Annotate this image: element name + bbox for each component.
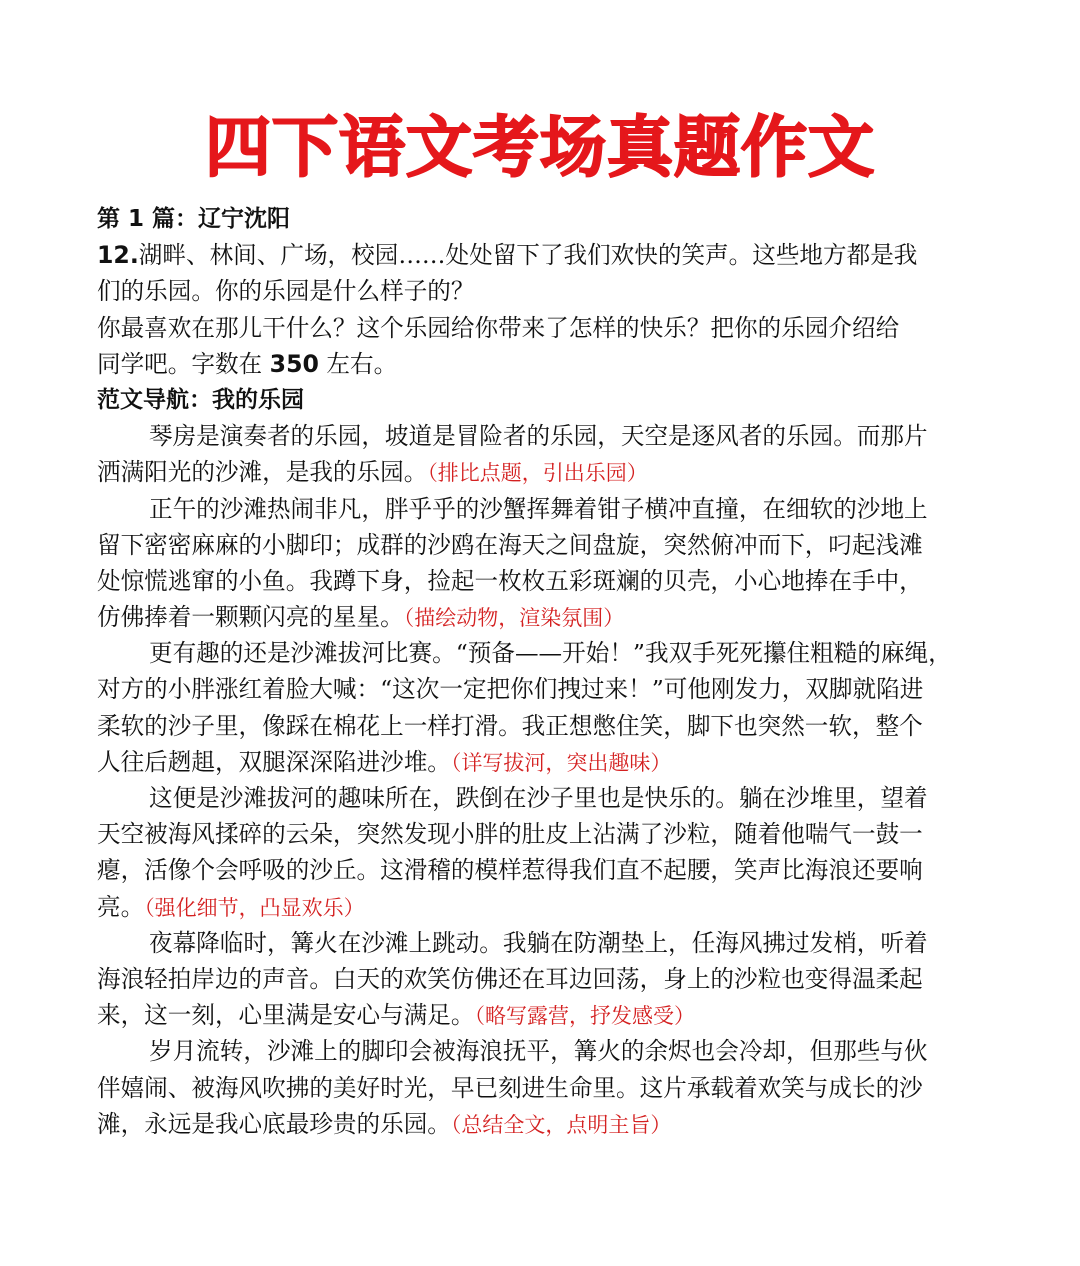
essay-text: 来，这一刻，心里满是安心与满足。 [97, 1001, 475, 1030]
essay-text: 处惊慌逃窜的小鱼。我蹲下身，捡起一枚枚五彩斑斓的贝壳，小心地捧在手中， [97, 566, 923, 595]
essay-line [97, 635, 985, 671]
essay-line [97, 816, 985, 852]
prompt-line: 们的乐园。你的乐园是什么样子的？ [97, 277, 475, 306]
essay-line [97, 997, 985, 1033]
essay-line [97, 744, 985, 780]
essay-text: 亮。 [97, 892, 145, 921]
essay-line [97, 491, 985, 527]
model-essay [97, 418, 985, 1142]
essay-paragraph [97, 925, 985, 1034]
essay-line [97, 961, 985, 997]
essay-text: 更有趣的还是沙滩拔河比赛。“预备——开始！”我双手死死攥住粗糙的麻绳， [149, 639, 952, 668]
document-body [97, 201, 985, 1142]
essay-text: 这便是沙滩拔河的趣味所在，跌倒在沙子里也是快乐的。躺在沙堆里，望着 [149, 784, 928, 812]
essay-line [97, 454, 985, 490]
essay-text: 瘪，活像个会呼吸的沙丘。这滑稽的模样惹得我们直不起腰，笑声比海浪还要响 [97, 856, 923, 885]
essay-line [97, 780, 985, 816]
prompt-text: 左右。 [318, 349, 398, 378]
essay-text: 伴嬉闹、被海风吹拂的美好时光，早已刻进生命里。这片承载着欢笑与成长的沙 [97, 1073, 923, 1102]
annotation-note: （略写露营，抒发感受） [474, 1004, 695, 1029]
essay-paragraph [97, 418, 985, 490]
page-title: 四下语文考场真题作文 [205, 109, 875, 186]
essay-line [97, 1106, 985, 1142]
essay-text: 柔软的沙子里，像踩在棉花上一样打滑。我正想憋住笑，脚下也突然一软，整个 [97, 711, 923, 740]
essay-line [97, 671, 985, 707]
essay-paragraph [97, 635, 985, 780]
essay-text: 天空被海风揉碎的云朵，突然发现小胖的肚皮上沾满了沙粒，随着他喘气一鼓一 [97, 820, 923, 849]
essay-text: 岁月流转，沙滩上的脚印会被海浪抚平，篝火的余烬也会冷却，但那些与伙 [149, 1037, 928, 1066]
essay-line [97, 418, 985, 454]
prompt-text: 湖畔、林间、广场，校园……处处留下了我们欢快的笑声。这些地方都是我 [138, 241, 918, 270]
prompt-text: 同学吧。字数在 [97, 349, 270, 378]
essay-text: 仿佛捧着一颗颗闪亮的星星。 [97, 603, 404, 632]
essay-text: 对方的小胖涨红着脸大喊：“这次一定把你们拽过来！”可他刚发力，双脚就陷进 [97, 675, 924, 704]
question-number: 12. [97, 241, 139, 270]
essay-text: 滩，永远是我心底最珍贵的乐园。 [97, 1109, 451, 1138]
essay-text: 夜幕降临时，篝火在沙滩上跳动。我躺在防潮垫上，任海风拂过发梢，听着 [149, 928, 928, 957]
essay-text: 人往后趔趄，双腿深深陷进沙堆。 [97, 747, 451, 776]
essay-line [97, 889, 985, 925]
essay-line [97, 563, 985, 599]
essay-paragraph [97, 1033, 985, 1142]
essay-heading: 范文导航：我的乐园 [97, 386, 304, 413]
essay-paragraph [97, 491, 985, 636]
essay-prompt [97, 237, 985, 382]
essay-line [97, 527, 985, 563]
essay-paragraph [97, 780, 985, 925]
essay-text: 琴房是演奏者的乐园，坡道是冒险者的乐园，天空是逐风者的乐园。而那片 [149, 422, 928, 451]
prompt-line: 你最喜欢在那儿干什么？这个乐园给你带来了怎样的快乐？把你的乐园介绍给 [97, 313, 900, 342]
essay-text: 留下密密麻麻的小脚印；成群的沙鸥在海天之间盘旋，突然俯冲而下，叼起浅滩 [97, 530, 923, 559]
essay-text: 正午的沙滩热闹非凡，胖乎乎的沙蟹挥舞着钳子横冲直撞，在细软的沙地上 [149, 494, 928, 523]
essay-text: 洒满阳光的沙滩，是我的乐园。 [97, 458, 428, 487]
essay-line [97, 708, 985, 744]
essay-line [97, 925, 985, 961]
annotation-note: （排比点题，引出乐园） [427, 461, 648, 486]
essay-line [97, 852, 985, 888]
word-count-number: 350 [269, 349, 319, 378]
essay-line [97, 599, 985, 635]
essay-line [97, 1070, 985, 1106]
essay-text: 海浪轻拍岸边的声音。白天的欢笑仿佛还在耳边回荡，身上的沙粒也变得温柔起 [97, 964, 923, 993]
prompt-line [97, 346, 985, 382]
annotation-note: （详写拔河，突出趣味） [450, 750, 672, 775]
annotation-note: （强化细节，凸显欢乐） [144, 895, 365, 920]
annotation-note: （描绘动物，渲染氛围） [403, 606, 625, 631]
annotation-note: （总结全文，点明主旨） [450, 1112, 672, 1137]
essay-line [97, 1033, 985, 1069]
article-heading: 第 1 篇：辽宁沈阳 [97, 206, 291, 232]
prompt-line [97, 237, 985, 273]
